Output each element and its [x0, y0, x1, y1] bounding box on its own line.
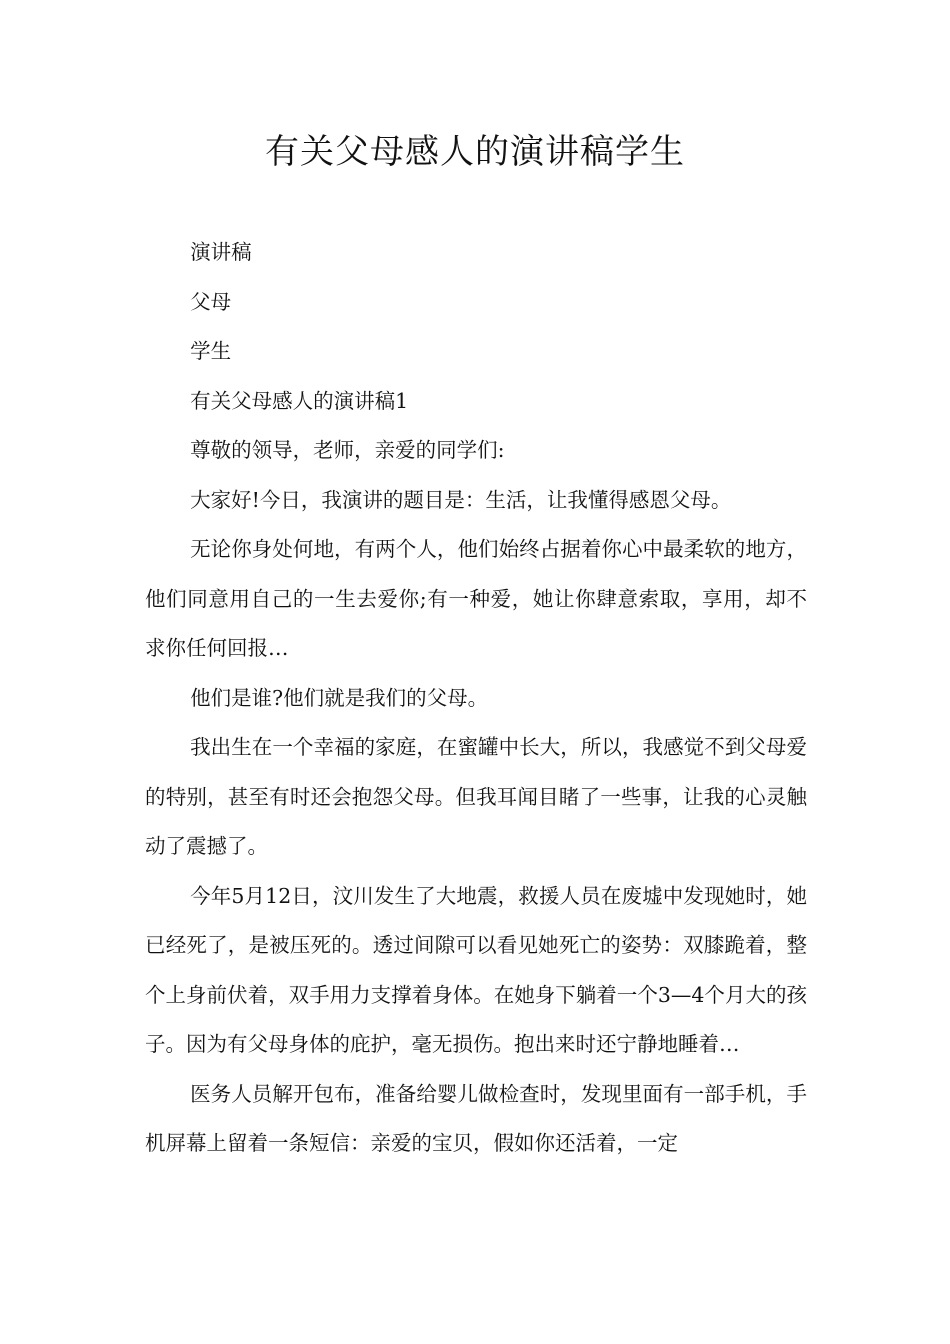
- paragraph-salutation: 尊敬的领导，老师，亲爱的同学们:: [190, 438, 505, 462]
- paragraph-keyword-speech: 演讲稿: [190, 240, 252, 264]
- paragraph-section-heading: 有关父母感人的演讲稿1: [190, 388, 409, 413]
- paragraph-body: 无论你身处何地，有两个人，他们始终占据着你心中最柔软的地方，他们同意用自己的一生去爱你;有一种爱，她让你肆意索取，享用，却不求你任何回报…: [145, 537, 807, 660]
- paragraph-body: 我出生在一个幸福的家庭，在蜜罐中长大，所以，我感觉不到父母爱的特别，甚至有时还会抱怨父母。但我耳闻目睹了一些事，让我的心灵触动了震撼了。: [145, 735, 807, 858]
- paragraph-body: 今年5月12日，汶川发生了大地震，救援人员在废墟中发现她时，她已经死了，是被压死的。透过间隙可以看见她死亡的姿势：双膝跪着，整个上身前伏着，双手用力支撑着身体。在她身下躺着一个3—4个月大的孩子。因为有父母身体的庇护，毫无损伤。抱出来时还宁静地睡着…: [145, 883, 807, 1056]
- paragraph-body: 他们是谁?他们就是我们的父母。: [190, 685, 489, 710]
- paragraph-greeting: 大家好!今日，我演讲的题目是：生活，让我懂得感恩父母。: [190, 487, 732, 512]
- document-body: [145, 228, 807, 1169]
- paragraph-keyword-parents: 父母: [190, 289, 232, 314]
- document-title: 有关父母感人的演讲稿学生: [265, 132, 685, 172]
- paragraph-keyword-student: 学生: [190, 339, 232, 363]
- paragraph-body: 医务人员解开包布，准备给婴儿做检查时，发现里面有一部手机，手机屏幕上留着一条短信：亲爱的宝贝，假如你还活着，一定: [145, 1081, 807, 1155]
